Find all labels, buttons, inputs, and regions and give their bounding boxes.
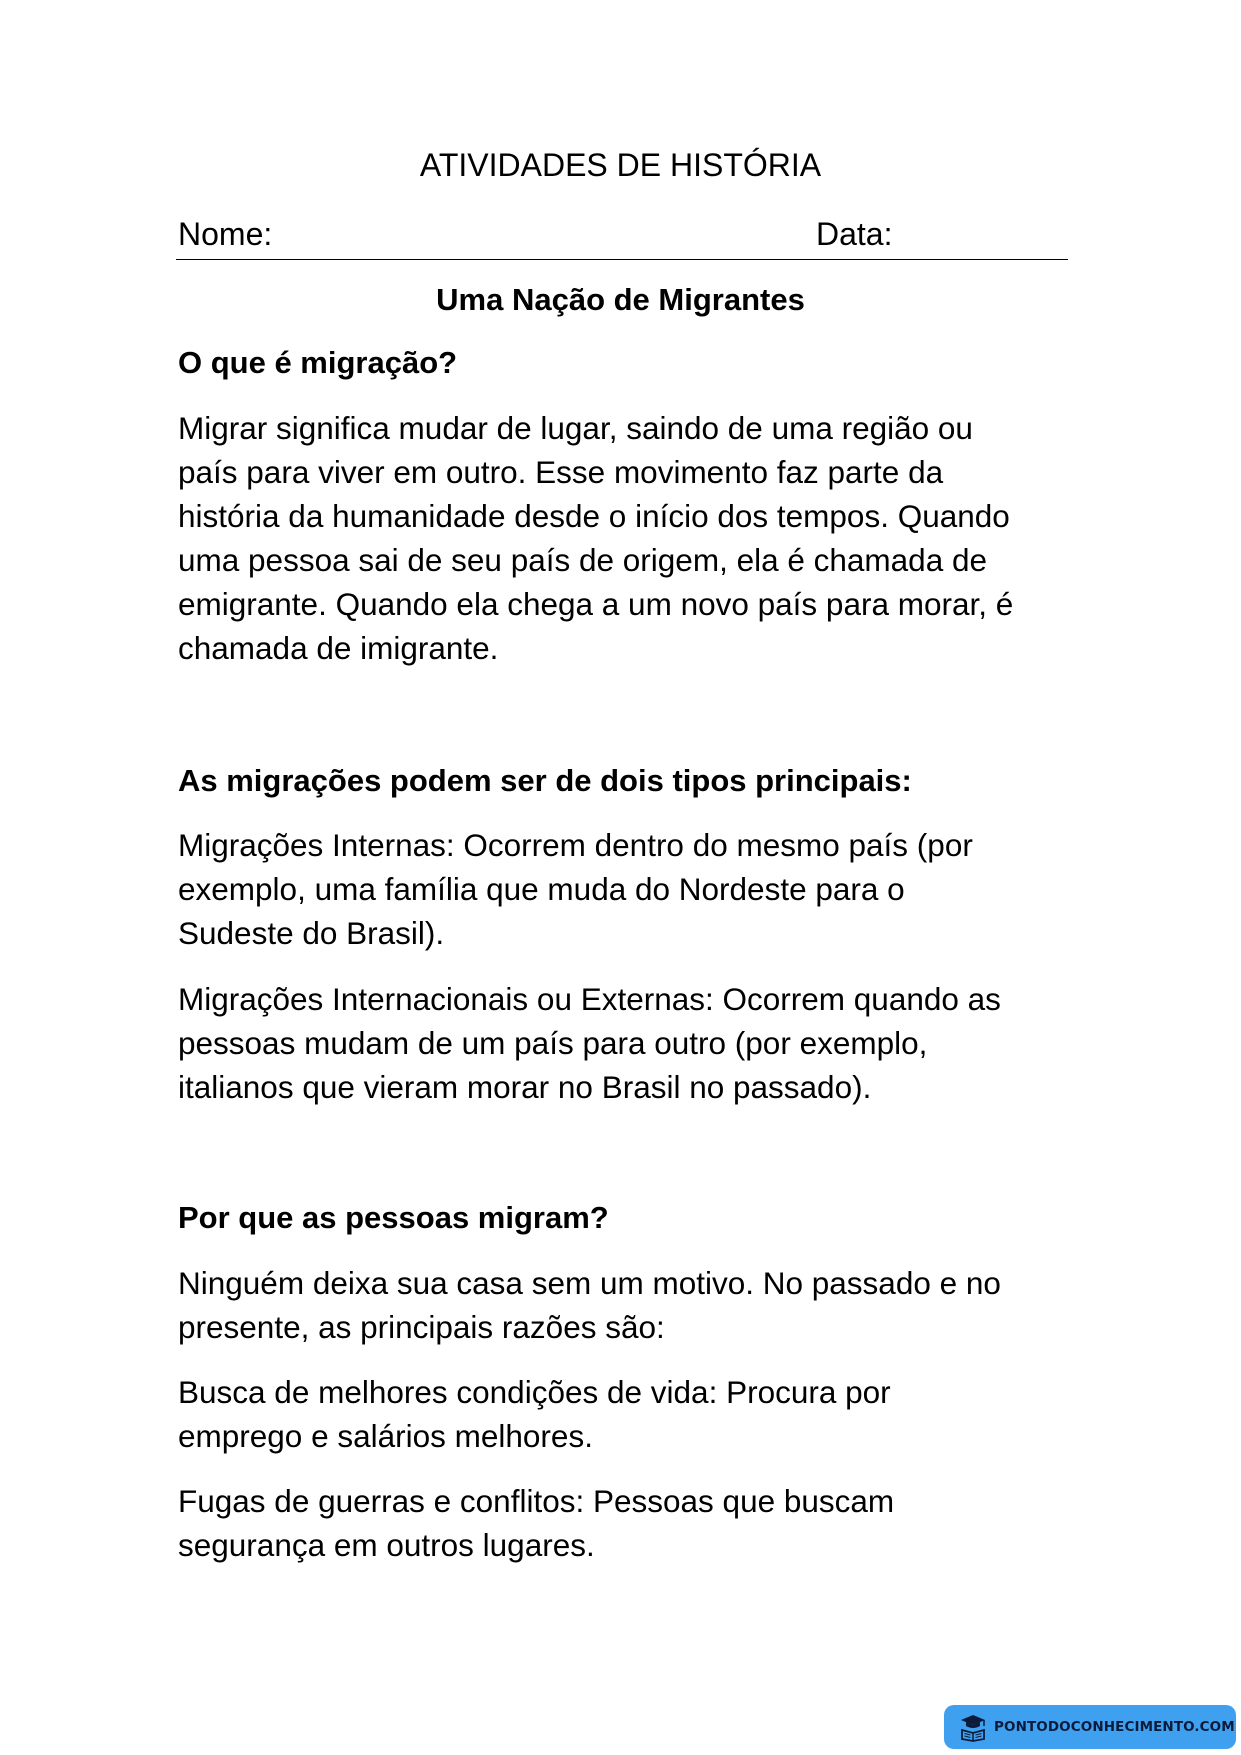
text-line: uma pessoa sai de seu país de origem, ela é chamada de (178, 542, 988, 578)
text-line: segurança em outros lugares. (178, 1527, 595, 1563)
name-date-row (176, 215, 1068, 260)
text-line: Ninguém deixa sua casa sem um motivo. No passado e no (178, 1265, 1001, 1301)
badge-text: PONTODOCONHECIMENTO.COM (994, 1719, 1235, 1735)
section-heading-why-migrate: Por que as pessoas migram? (178, 1200, 609, 1235)
paragraph-reason-war (178, 1479, 1078, 1567)
section-heading-migration-types: As migrações podem ser de dois tipos principais: (178, 763, 912, 798)
section-heading-what-is-migration: O que é migração? (178, 345, 458, 380)
paragraph-internal-migration (178, 823, 1078, 955)
text-line: chamada de imigrante. (178, 630, 499, 666)
name-label: Nome: (178, 216, 273, 252)
paragraph-external-migration (178, 977, 1078, 1109)
text-line: Migrações Internas: Ocorrem dentro do mesmo país (por (178, 827, 973, 863)
text-line: Busca de melhores condições de vida: Procura por (178, 1374, 891, 1410)
date-label: Data: (816, 216, 893, 252)
text-line: país para viver em outro. Esse movimento faz parte da (178, 454, 944, 490)
paragraph-migration-definition (178, 406, 1078, 670)
text-line: Fugas de guerras e conflitos: Pessoas que buscam (178, 1483, 895, 1519)
text-line: exemplo, uma família que muda do Nordeste para o (178, 871, 905, 907)
text-line: história da humanidade desde o início dos tempos. Quando (178, 498, 1010, 534)
graduate-reading-icon (958, 1712, 988, 1742)
text-line: Migrações Internacionais ou Externas: Ocorrem quando as (178, 981, 1001, 1017)
text-line: Sudeste do Brasil). (178, 915, 445, 951)
text-line: emigrante. Quando ela chega a um novo país para morar, é (178, 586, 1014, 622)
text-line: presente, as principais razões são: (178, 1309, 665, 1345)
worksheet-subtitle: Uma Nação de Migrantes (436, 282, 805, 317)
text-line: pessoas mudam de um país para outro (por exemplo, (178, 1025, 928, 1061)
website-badge[interactable] (944, 1705, 1236, 1749)
text-line: emprego e salários melhores. (178, 1418, 593, 1454)
paragraph-reasons-intro (178, 1261, 1078, 1349)
paragraph-reason-better-life (178, 1370, 1078, 1458)
worksheet-title: ATIVIDADES DE HISTÓRIA (419, 147, 822, 183)
text-line: italianos que vieram morar no Brasil no passado). (178, 1069, 872, 1105)
text-line: Migrar significa mudar de lugar, saindo de uma região ou (178, 410, 973, 446)
